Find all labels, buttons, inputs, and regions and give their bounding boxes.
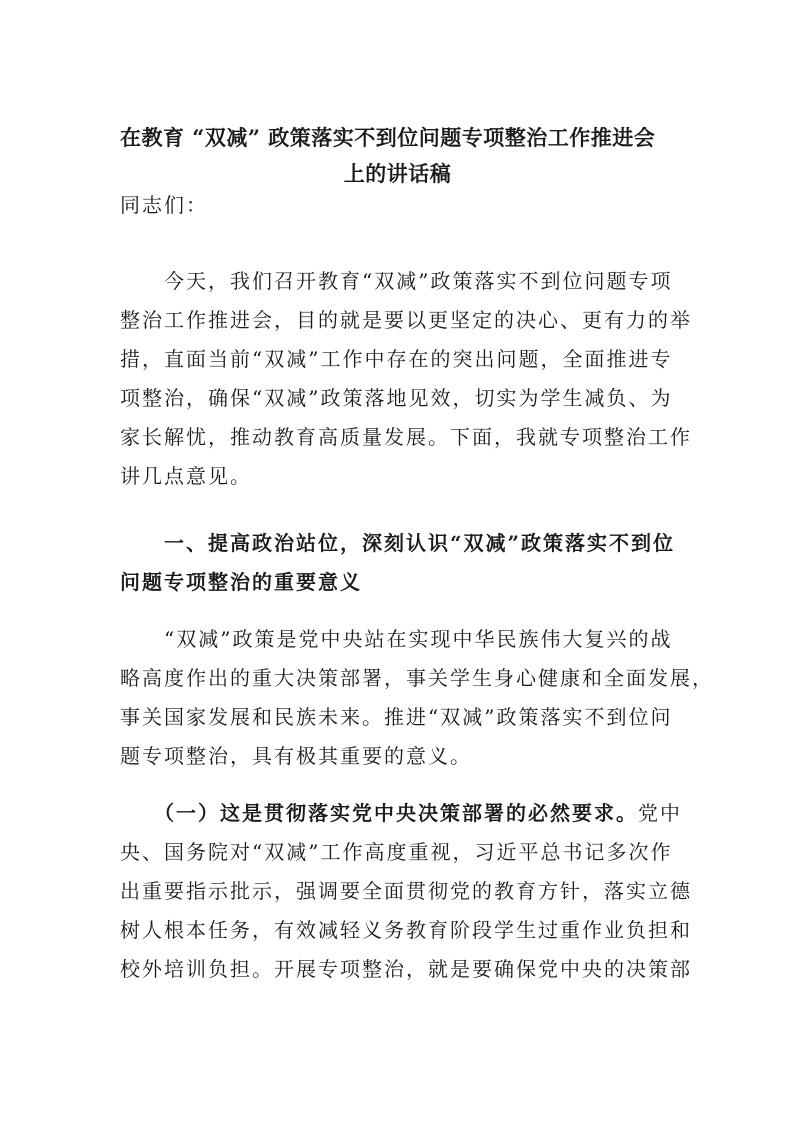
paragraph-line: 项整治，确保“双减”政策落地见效，切实为学生减负、为 [120, 386, 673, 410]
paragraph-line: 题专项整治，具有极其重要的意义。 [120, 744, 472, 768]
greeting-text: 同志们： [120, 193, 208, 217]
paragraph-line: 整治工作推进会，目的就是要以更坚定的决心、更有力的举 [120, 308, 692, 332]
paragraph-line: “双减”政策是党中央站在实现中华民族伟大复兴的战 [120, 627, 673, 651]
paragraph-line: 出重要指示批示，强调要全面贯彻党的教育方针，落实立德 [120, 879, 692, 903]
greeting [120, 186, 680, 225]
paragraph-significance [120, 620, 714, 776]
paragraph-line: 讲几点意见。 [120, 464, 252, 488]
paragraph-line: 树人根本任务，有效减轻义务教育阶段学生过重作业负担和 [120, 918, 692, 942]
subsection-lead: （一）这是贯彻落实党中央决策部署的必然要求。 [120, 801, 638, 825]
paragraph-line: 央、国务院对“双减”工作高度重视，习近平总书记多次作 [120, 840, 673, 864]
heading-line: 问题专项整治的重要意义 [120, 570, 362, 594]
paragraph-intro [120, 262, 692, 496]
section-heading-1 [120, 524, 680, 602]
paragraph-line: 略高度作出的重大决策部署，事关学生身心健康和全面发展， [120, 666, 714, 690]
title-line-2: 上的讲话稿 [343, 161, 452, 186]
paragraph-line: 措，直面当前“双减”工作中存在的突出问题，全面推进专 [120, 347, 673, 371]
heading-line: 一、提高政治站位，深刻认识“双减”政策落实不到位 [120, 531, 676, 555]
paragraph-line [120, 794, 680, 833]
title-line-1: 在教育 “双减” 政策落实不到位问题专项整治工作推进会 [120, 125, 656, 150]
subsection-lead-tail: 党中 [638, 801, 682, 825]
document-title [120, 120, 675, 192]
paragraph-subsection-1 [120, 794, 692, 989]
paragraph-line: 校外培训负担。开展专项整治，就是要确保党中央的决策部 [120, 957, 692, 981]
paragraph-line: 事关国家发展和民族未来。推进“双减”政策落实不到位问 [120, 705, 673, 729]
paragraph-line: 今天，我们召开教育“双减”政策落实不到位问题专项 [120, 269, 673, 293]
paragraph-line: 家长解忧，推动教育高质量发展。下面，我就专项整治工作 [120, 425, 692, 449]
